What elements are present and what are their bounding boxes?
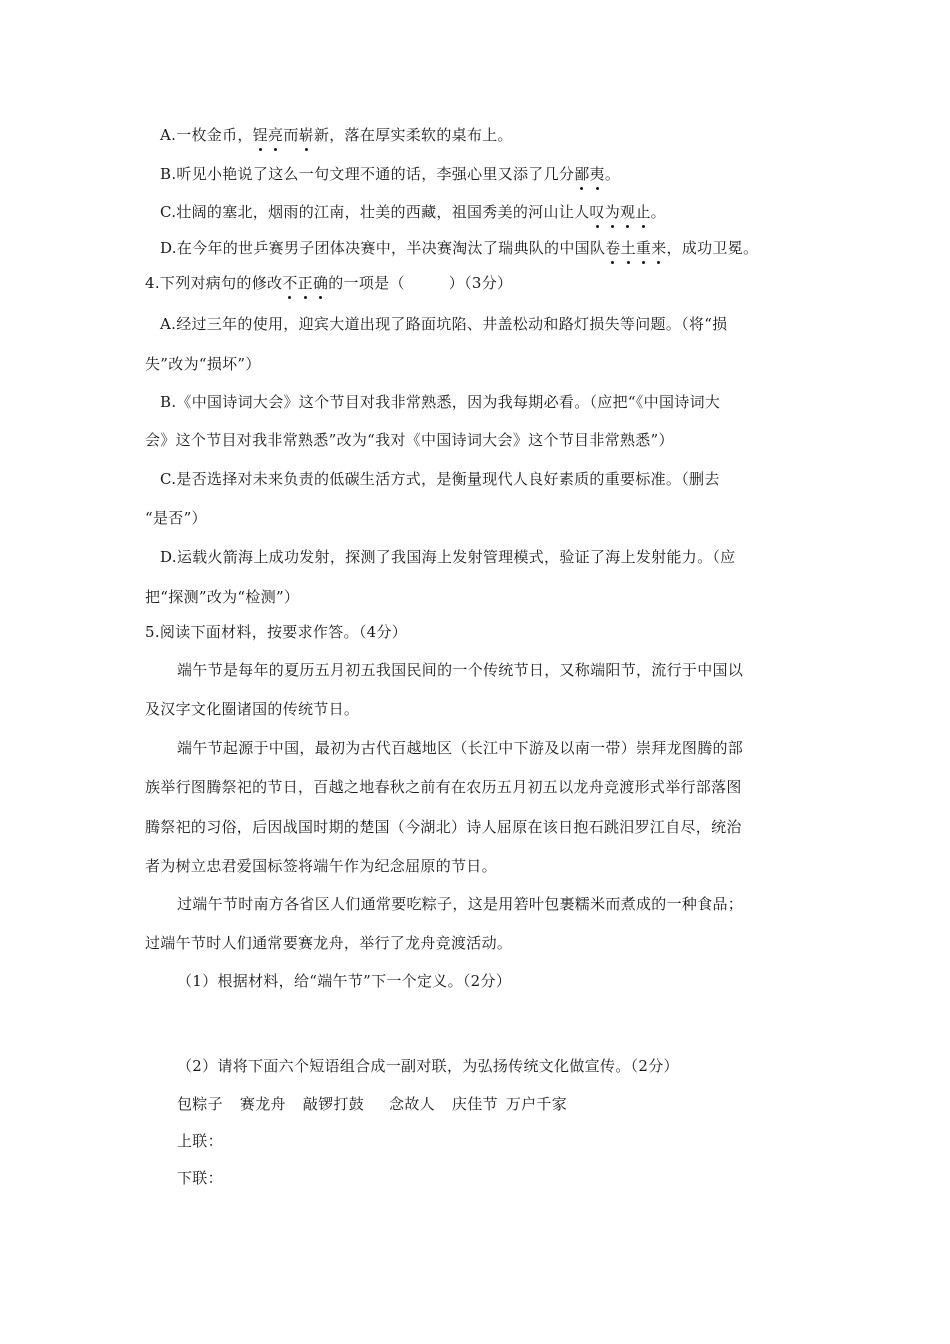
q4-option-b-line2: 会》这个节目对我非常熟悉”改为“我对《中国诗词大会》这个节目非常熟悉”） (145, 431, 674, 449)
text: D.在今年的世乒赛男子团体决赛中，半决赛淘汰了瑞典队的中国队 (160, 239, 606, 257)
passage-p2-line1: 端午节起源于中国，最初为古代百越地区（长江中下游及以南一带）崇拜龙图腾的部 (177, 739, 744, 757)
q3-option-a (160, 124, 513, 146)
dotted-char: 重 (635, 239, 652, 257)
text: 4.下列对病句的修改 (145, 274, 283, 292)
upper-couplet-label (177, 1130, 523, 1152)
passage-p2-line4: 者为树立忠君爱国标签将端午作为纪念屈原的节日。 (145, 857, 497, 875)
q4-option-d-line1: D.运载火箭海上成功发射，探测了我国海上发射管理模式，验证了海上发射能力。（应 (160, 548, 736, 566)
phrase: 庆佳节 (451, 1095, 498, 1113)
passage-p1-line2: 及汉字文化圈诸国的传统节日。 (145, 700, 360, 718)
dotted-char: 鄙 (574, 165, 590, 183)
phrase: 包粽子 (177, 1095, 223, 1113)
dotted-char: 叹 (589, 203, 605, 221)
q3-option-c (160, 201, 666, 223)
text: 而 (283, 126, 299, 144)
phrase: 万户千家 (505, 1095, 568, 1113)
text: 。 (650, 203, 666, 221)
text: C.壮阔的塞北，烟雨的江南，壮美的西藏，祖国秀美的河山让人 (160, 203, 590, 221)
q4-option-b-line1: B.《中国诗词大会》这个节目对我非常熟悉，因为我每期必看。（应把“《中国诗词大 (160, 393, 721, 411)
passage-p2-line2: 族举行图腾祭祀的节日，百越之地春秋之前有在农历五月初五以龙舟竞渡形式举行部落图 (145, 778, 742, 796)
dotted-char: 来 (651, 239, 667, 257)
q5-subquestion-2: （2）请将下面六个短语组合成一副对联，为弘扬传统文化做宣传。（2分） (177, 1057, 679, 1075)
dotted-char: 锃 (252, 126, 269, 144)
phrase: 敲锣打鼓 (302, 1095, 365, 1113)
text: ）（3分） (448, 274, 513, 292)
dotted-char: 卷 (605, 239, 621, 257)
dotted-char: 正 (297, 274, 313, 292)
passage-p3-line1: 过端午节时南方各省区人们通常要吃粽子，这是用箬叶包裹糯米而煮成的一种食品； (177, 895, 744, 913)
q3-option-b (160, 163, 620, 185)
q4-option-d-line2: 把“探测”改为“检测”） (145, 588, 300, 606)
q4-option-a-line1: A.经过三年的使用，迎宾大道出现了路面坑陷、井盖松动和路灯损失等问题。（将“损 (160, 315, 728, 333)
q4-option-c-line2: “是否”） (145, 509, 207, 527)
lower-couplet-label (177, 1167, 523, 1189)
text: 新，落在厚实柔软的桌布上。 (313, 126, 513, 144)
dotted-char: 确 (312, 274, 329, 292)
text: 上联： (177, 1132, 223, 1150)
text: A.一枚金币， (160, 126, 253, 144)
q4-stem (145, 272, 512, 294)
dotted-char: 止 (635, 203, 651, 221)
text: ，成功卫冕。 (666, 239, 759, 257)
phrase: 赛龙舟 (239, 1095, 286, 1113)
passage-p1-line1: 端午节是每年的夏历五月初五我国民间的一个传统节日，又称端阳节，流行于中国以 (177, 661, 744, 679)
q4-option-c-line1: C.是否选择对未来负责的低碳生活方式，是衡量现代人良好素质的重要标准。（删去 (160, 470, 720, 488)
dotted-char: 亮 (268, 126, 284, 144)
text: 。 (604, 165, 621, 183)
passage-p2-line3: 腾祭祀的习俗，后因战国时期的楚国（今湖北）诗人屈原在该日抱石跳汨罗江自尽，统治 (145, 818, 742, 836)
q5-subquestion-1: （1）根据材料，给“端午节”下一个定义。（2分） (177, 972, 512, 990)
text: 的一项是（ (328, 274, 405, 292)
dotted-char: 观 (620, 203, 636, 221)
text: 下联： (177, 1169, 223, 1187)
dotted-char: 夷 (589, 165, 605, 183)
dotted-char: 为 (604, 203, 621, 221)
dotted-char: 不 (282, 274, 298, 292)
dotted-char: 土 (620, 239, 636, 257)
text: B.听见小艳说了这么一句文理不通的话，李强心里又添了几分 (160, 165, 575, 183)
phrase-list (177, 1093, 567, 1115)
q4-option-a-line2: 失”改为“损坏”） (145, 355, 261, 373)
dotted-char: 崭 (298, 126, 314, 144)
phrase: 念故人 (389, 1095, 435, 1113)
passage-p3-line2: 过端午节时人们通常要赛龙舟，举行了龙舟竞渡活动。 (145, 934, 513, 952)
q5-stem: 5.阅读下面材料，按要求作答。（4分） (145, 623, 408, 641)
q3-option-d (160, 237, 758, 259)
